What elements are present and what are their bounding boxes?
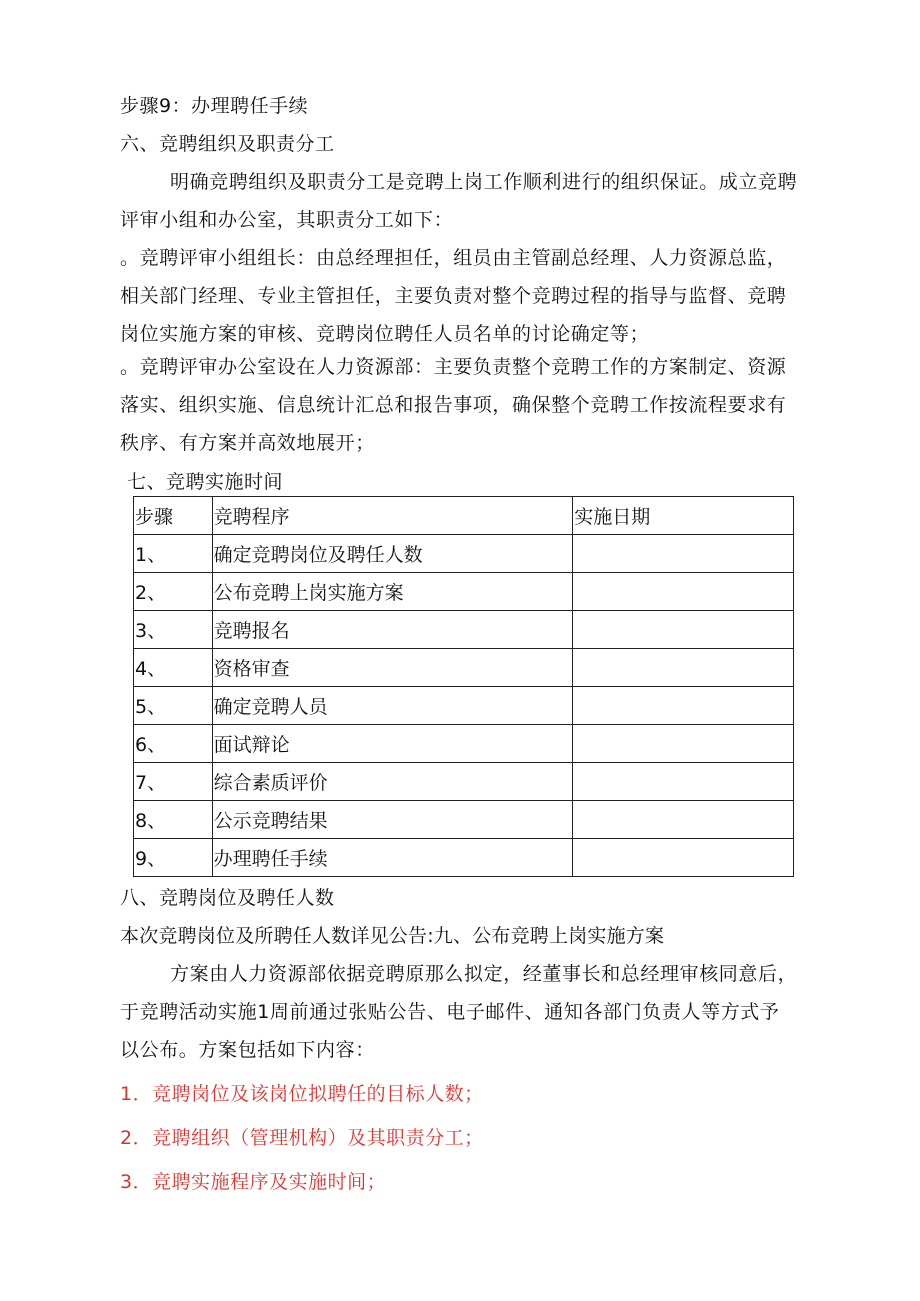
content-item-2: 2．竞聘组织（管理机构）及其职责分工； [120,1127,484,1149]
bullet2-line1: 。竞聘评审办公室设在人力资源部：主要负责整个竞聘工作的方案制定、资源 [120,356,787,378]
section9-para-line3: 以公布。方案包括如下内容： [120,1039,375,1061]
row-procedure: 确定竞聘人员 [212,687,573,725]
row-step: 6、 [134,725,213,763]
row-date [573,687,794,725]
section8-line: 本次竞聘岗位及所聘任人数详见公告:九、公布竞聘上岗实施方案 [120,925,665,947]
bullet1-line2: 相关部门经理、专业主管担任，主要负责对整个竞聘过程的指导与监督、竞聘 [120,285,787,307]
row-step: 2、 [134,573,213,611]
row-date [573,763,794,801]
step9-line: 步骤9：办理聘任手续 [120,95,309,117]
row-procedure: 确定竞聘岗位及聘任人数 [212,535,573,573]
bullet1-line1: 。竞聘评审小组组长：由总经理担任，组员由主管副总经理、人力资源总监， [120,247,787,269]
bullet2-line3: 秩序、有方案并高效地展开； [120,432,375,454]
content-item-1: 1．竞聘岗位及该岗位拟聘任的目标人数； [120,1083,484,1105]
row-date [573,611,794,649]
row-date [573,649,794,687]
row-date [573,801,794,839]
table-row [134,611,794,649]
row-date [573,573,794,611]
section7-heading: 七、竞聘实施时间 [127,471,284,493]
row-date [573,535,794,573]
section8-heading: 八、竞聘岗位及聘任人数 [120,887,335,909]
section9-para-line2: 于竞聘活动实施1周前通过张贴公告、电子邮件、通知各部门负责人等方式予 [120,1001,780,1023]
header-step: 步骤 [134,497,213,535]
row-step: 3、 [134,611,213,649]
content-item-3: 3．竞聘实施程序及实施时间； [120,1171,387,1193]
table-row [134,687,794,725]
bullet1-line3: 岗位实施方案的审核、竞聘岗位聘任人员名单的讨论确定等； [120,323,650,345]
header-procedure: 竞聘程序 [212,497,573,535]
bullet2-line2: 落实、组织实施、信息统计汇总和报告事项，确保整个竞聘工作按流程要求有 [120,394,787,416]
table-header-row [134,497,794,535]
row-step: 1、 [134,535,213,573]
row-step: 4、 [134,649,213,687]
table-row [134,573,794,611]
row-step: 5、 [134,687,213,725]
row-procedure: 面试辩论 [212,725,573,763]
section6-intro-line2: 评审小组和办公室，其职责分工如下： [120,209,454,231]
table-row [134,801,794,839]
section9-para-line1: 方案由人力资源部依据竞聘原那么拟定，经董事长和总经理审核同意后， [170,963,798,985]
row-step: 8、 [134,801,213,839]
row-step: 7、 [134,763,213,801]
row-step: 9、 [134,839,213,877]
schedule-table [133,496,794,877]
row-procedure: 公示竞聘结果 [212,801,573,839]
table-row [134,649,794,687]
table-row [134,839,794,877]
row-procedure: 资格审查 [212,649,573,687]
header-date: 实施日期 [573,497,794,535]
row-procedure: 公布竞聘上岗实施方案 [212,573,573,611]
row-date [573,725,794,763]
row-procedure: 综合素质评价 [212,763,573,801]
section6-heading: 六、竞聘组织及职责分工 [120,133,335,155]
row-procedure: 竞聘报名 [212,611,573,649]
row-date [573,839,794,877]
row-procedure: 办理聘任手续 [212,839,573,877]
table-row [134,763,794,801]
table-row [134,725,794,763]
section6-intro-line1: 明确竞聘组织及职责分工是竞聘上岗工作顺利进行的组织保证。成立竞聘 [170,171,798,193]
table-row [134,535,794,573]
